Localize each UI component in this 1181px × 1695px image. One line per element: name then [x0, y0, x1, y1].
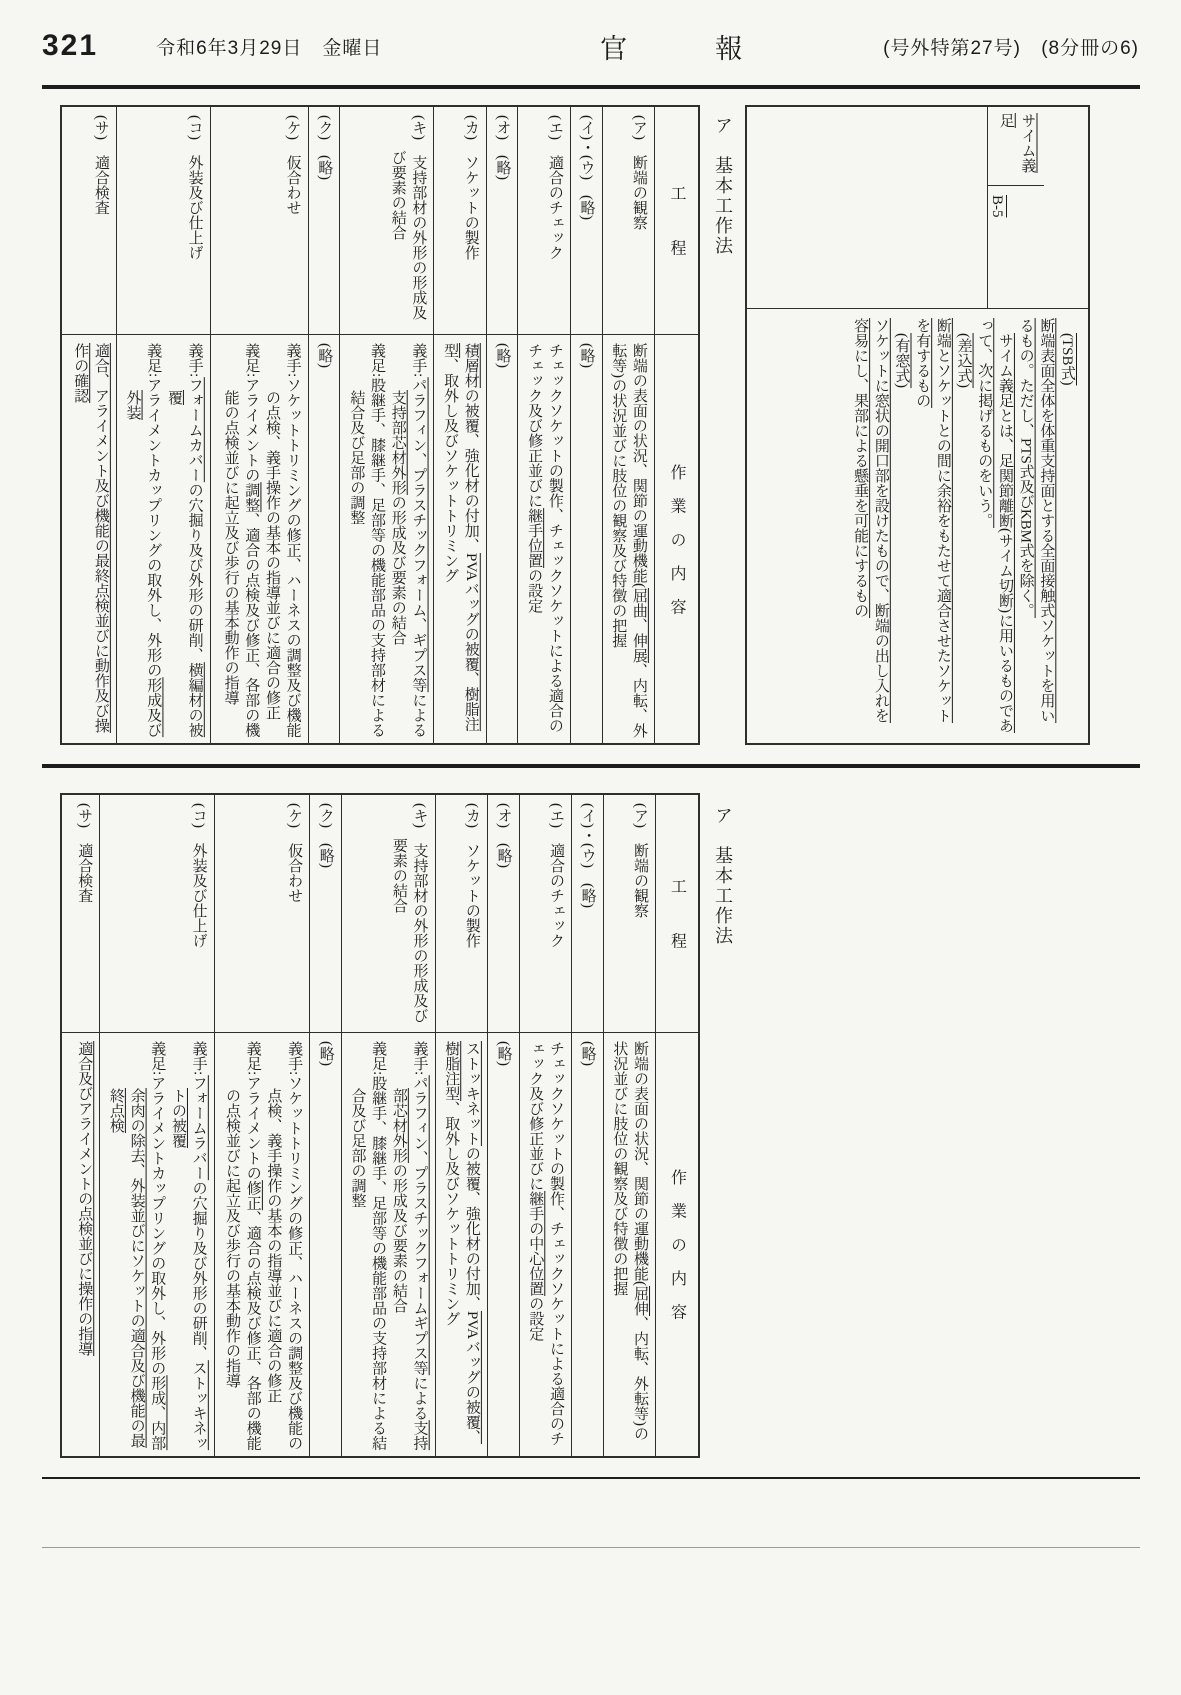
- content-cell: [100, 1033, 213, 1456]
- item-name-cell: [988, 107, 1044, 186]
- content-header-cell: [656, 1033, 698, 1456]
- table-row: [603, 107, 655, 743]
- process-label: (サ) 適合検査: [92, 115, 109, 215]
- process-label: (エ) 適合のチェック: [546, 115, 563, 260]
- paragraph: チェックソケットの製作、チェックソケットによる適合のチェック及び修正並びに継手の中心位置の設定: [527, 1041, 564, 1446]
- process-label: (キ) 支持部材の外形の形成及び要素の結合: [389, 115, 427, 320]
- volume-number: (8分冊の6): [1041, 37, 1139, 59]
- content-cell: [215, 1033, 309, 1456]
- item-code: B-5: [989, 195, 1005, 218]
- process-label: (コ) 外装及び仕上げ: [190, 803, 207, 948]
- process-cell: [487, 107, 518, 335]
- paragraph: 義手:パラフィン、プラスチックフォーム、ギプス等による支持部芯材外形の形成及び要素の結合: [389, 343, 427, 738]
- content-cell: [117, 335, 210, 743]
- content-cell: [434, 335, 485, 743]
- footer-rule-bottom: [42, 1547, 1140, 1548]
- section-title-top: ア 基本工作法: [713, 116, 733, 256]
- content-header-cell: [655, 335, 698, 743]
- paragraph: (略): [316, 343, 333, 368]
- paragraph: 断端とソケットとの間に余裕をもたせて適合させたソケットを有するもの: [914, 318, 951, 723]
- table-row: [62, 795, 100, 1456]
- table-row: [100, 795, 214, 1456]
- process-label: (イ)・(ウ) (略): [579, 803, 596, 908]
- content-cell: [309, 335, 340, 743]
- process-label: (サ) 適合検査: [76, 803, 93, 903]
- process-cell: [518, 107, 569, 335]
- paragraph: (略): [494, 343, 511, 368]
- process-label: (カ) ソケットの製作: [463, 803, 480, 948]
- content-cell: [604, 1033, 655, 1456]
- paragraph: サイム義足とは、足関節離断(サイム切断)に用いるものであって、次に掲げるものをいう。: [976, 318, 1013, 733]
- process-cell: [603, 107, 654, 335]
- paragraph: (略): [495, 1041, 512, 1066]
- process-cell: [117, 107, 210, 335]
- content-cell: [340, 335, 433, 743]
- table-row: [436, 795, 488, 1456]
- content-cell: [520, 1033, 571, 1456]
- process-label: (ア) 断端の観察: [630, 115, 647, 230]
- table-header-row: [656, 795, 698, 1456]
- paragraph: 断端の表面の状況、関節の運動機能(屈伸、内転、外転等)の状況並びに肢位の観察及び特徴の把握: [611, 1041, 649, 1441]
- table-row: [488, 795, 520, 1456]
- process-cell: [434, 107, 485, 335]
- process-cell: [436, 795, 487, 1033]
- table-row: [604, 795, 656, 1456]
- content-cell: [518, 335, 569, 743]
- content-cell: [488, 1033, 519, 1456]
- content-cell: [211, 335, 308, 743]
- process-label: (ア) 断端の観察: [632, 803, 649, 918]
- process-cell: [310, 795, 341, 1033]
- process-header-cell: [656, 795, 698, 1033]
- paragraph: チェックソケットの製作、チェックソケットによる適合のチェック及び修正並びに継手位置の設定: [526, 343, 563, 733]
- paragraph: 適合、アライメント及び機能の最終点検並びに動作及び操作の確認: [72, 343, 109, 733]
- paragraph: 義足:アライメントカップリングの取外し、外形の形成、内部余肉の除去、外装並びにソケットの適合及び機能の最終点検: [107, 1041, 166, 1451]
- paragraph: 義手:パラフィン、プラスチックフォームギプス等による支持部芯材外形の形成及び要素の結合: [390, 1041, 428, 1451]
- content-cell: [62, 1033, 99, 1456]
- issue-info: [869, 33, 1139, 60]
- process-cell: [309, 107, 340, 335]
- content-cell: [572, 1033, 603, 1456]
- process-cell: [340, 107, 433, 335]
- content-cell: [310, 1033, 341, 1456]
- process-cell: [488, 795, 519, 1033]
- process-label: (キ) 支持部材の外形の形成及び要素の結合: [390, 803, 428, 1023]
- paragraph: 義足:アライメントカップリングの取外し、外形の形成及び外装: [124, 343, 162, 738]
- process-label: (コ) 外装及び仕上げ: [186, 115, 203, 260]
- basic-work-method-table-top: [60, 105, 700, 745]
- paragraph: ソケットに窓状の開口部を設けたもので、断端の出し入れを容易にし、果部による懸垂を可能にするもの: [852, 318, 889, 723]
- process-header-label: 工程: [668, 878, 686, 988]
- paragraph: (差込式): [955, 333, 972, 388]
- process-cell: [62, 795, 99, 1033]
- table-row: [117, 107, 211, 743]
- table-row: [62, 107, 117, 743]
- paragraph: (略): [578, 343, 595, 368]
- paragraph: ストッキネットの被覆、強化材の付加、PVAバッグの被覆、樹脂注型、取外し及びソケットトリミング: [443, 1041, 480, 1445]
- table-row: [518, 107, 570, 743]
- gazette-date: 令和6年3月29日 金曜日: [156, 37, 383, 59]
- content-cell: [603, 335, 654, 743]
- content-cell: [62, 335, 116, 743]
- table-row: [215, 795, 310, 1456]
- process-label: (ケ) 仮合わせ: [284, 115, 301, 215]
- section-title-bottom: ア 基本工作法: [713, 806, 733, 946]
- paragraph: 積層材の被覆、強化材の付加、PVAバッグの被覆、樹脂注型、取外し及びソケットトリミング: [442, 343, 479, 732]
- content-cell: [571, 335, 602, 743]
- process-cell: [572, 795, 603, 1033]
- paragraph: (TSB式): [1059, 333, 1075, 386]
- paragraph: (略): [579, 1041, 596, 1066]
- table-row: [571, 107, 603, 743]
- paragraph: 義足:股継手、膝継手、足部等の機能部品の支持部材による結合及び足部の調整: [349, 1041, 387, 1451]
- content-cell: [342, 1033, 435, 1456]
- process-label: (オ) (略): [494, 115, 511, 180]
- table-row: [520, 795, 572, 1456]
- process-cell: [211, 107, 308, 335]
- header-rule: [42, 85, 1140, 89]
- process-label: (エ) 適合のチェック: [547, 803, 564, 948]
- process-cell: [520, 795, 571, 1033]
- paragraph: 断端の表面の状況、関節の運動機能(屈曲、伸展、内転、外転等)の状況並びに肢位の観察及び特徴の把握: [610, 343, 647, 738]
- table-row: [309, 107, 341, 743]
- table-row: [310, 795, 342, 1456]
- process-label: (カ) ソケットの製作: [462, 115, 479, 260]
- item-name: サイム義足: [997, 113, 1036, 173]
- paragraph: 義手:フォームカバーの穴掘り及び外形の研削、横編材の被覆: [165, 343, 203, 738]
- section-divider-rule: [42, 764, 1140, 768]
- paragraph: 義手:フォームラバーの穴掘り及び外形の研削、ストッキネットの被覆: [169, 1041, 207, 1451]
- process-label: (ク) (略): [317, 803, 334, 868]
- paragraph: 義足:アライメントの調整、適合の点検及び修正、各部の機能の点検並びに起立及び歩行の基本動作の指導: [222, 343, 260, 738]
- basic-work-method-table-bottom: [60, 793, 700, 1458]
- spec-table-head: [987, 107, 1088, 308]
- table-row: [487, 107, 519, 743]
- issue-number: (号外特第27号): [883, 37, 1021, 59]
- paragraph: 義手:ソケットトリミングの修正、ハーネスの調整及び機能の点検、義手操作の基本の指導並びに適合の修正: [263, 343, 301, 738]
- paragraph: 義足:股継手、膝継手、足部等の機能部品の支持部材による結合及び足部の調整: [348, 343, 386, 738]
- table-row: [211, 107, 309, 743]
- process-cell: [604, 795, 655, 1033]
- content-header-label: 作業の内容: [667, 463, 685, 632]
- process-label: (オ) (略): [495, 803, 512, 868]
- process-header-label: 工程: [667, 185, 685, 295]
- process-cell: [215, 795, 309, 1033]
- publication-title: 官報: [600, 33, 830, 64]
- process-cell: [100, 795, 213, 1033]
- item-code-cell: [988, 186, 1005, 298]
- table-row: [434, 107, 486, 743]
- paragraph: 義手:ソケットトリミングの修正、ハーネスの調整及び機能の点検、義手操作の基本の指導並びに適合の修正: [265, 1041, 303, 1451]
- process-cell: [62, 107, 116, 335]
- content-cell: [436, 1033, 487, 1456]
- paragraph: 断端表面全体を体重支持面とする全面接触式ソケットを用いるもの。ただし、PTS式及びKBM式を除く。: [1017, 318, 1055, 723]
- process-label: (イ)・(ウ) (略): [578, 115, 595, 220]
- paragraph: (有窓式): [893, 333, 910, 388]
- process-header-cell: [655, 107, 698, 335]
- process-label: (ケ) 仮合わせ: [286, 803, 303, 903]
- spec-table: [745, 105, 1090, 745]
- paragraph: 義足:アライメントの修正、適合の点検及び修正、各部の機能の点検並びに起立及び歩行の基本動作の指導: [224, 1041, 261, 1451]
- paragraph: (略): [317, 1041, 334, 1066]
- process-label: (ク) (略): [316, 115, 333, 180]
- footer-rule-top: [42, 1477, 1140, 1479]
- table-header-row: [655, 107, 698, 743]
- table-row: [340, 107, 434, 743]
- page-number: 321: [42, 29, 99, 62]
- table-row: [342, 795, 436, 1456]
- table-row: [572, 795, 604, 1456]
- process-cell: [342, 795, 435, 1033]
- process-cell: [571, 107, 602, 335]
- page-header: [42, 24, 1141, 68]
- content-cell: [487, 335, 518, 743]
- content-header-label: 作業の内容: [668, 1169, 686, 1338]
- paragraph: 適合及びアライメントの点検並びに操作の指導: [76, 1041, 93, 1356]
- notes-cell: [747, 308, 1088, 743]
